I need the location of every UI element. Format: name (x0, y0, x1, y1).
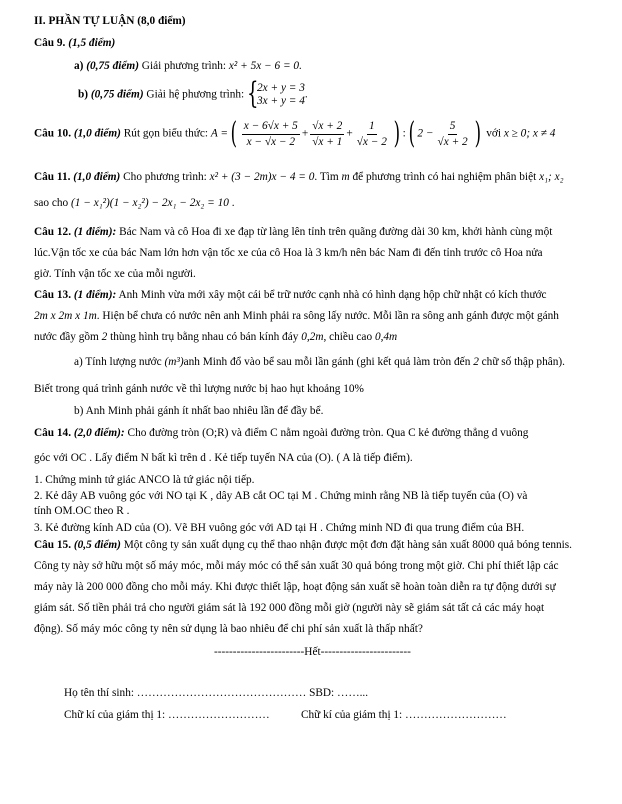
q13-a-text2: anh Minh đổ vào bể sau mỗi lần gánh (ghi kết quả làm tròn đến (183, 356, 471, 368)
q15-text-1: Một công ty sản xuất dụng cụ thể thao nhận được một đơn đặt hàng sản xuất 8000 quả bóng tennis. (123, 539, 572, 551)
q9-b-end: . (304, 88, 308, 101)
q12-line1 (34, 225, 600, 239)
q10-f2-denominator: √x + 1 (312, 135, 343, 148)
q12-line2: lúc.Vận tốc xe của bác Nam lớn hơn vận tốc xe của cô Hoa là 3 km/h nên bác Nam đi đến tỉnh trước cô Hoa nửa (34, 247, 543, 259)
q9-b-points: (0,75 điểm) (90, 88, 144, 101)
q14-intro1: Cho đường tròn (O;R) và điểm C nằm ngoài đường tròn. Qua C kẻ đường thẳng d vuông (127, 427, 529, 439)
q13-text-3b: thùng hình trụ bằng nhau có bán kính đáy (110, 331, 299, 343)
q13-text-2: . Hiện bể chưa có nước nên anh Minh phải ra sông lấy nước. Mỗi lần ra sông anh gánh được một gánh (96, 310, 559, 322)
q13-line2 (34, 309, 559, 323)
q14-part2-line1: 2. Kẻ dây AB vuông góc với NO tại K , dây AB cắt OC tại M . Chứng minh rằng NB là tiếp tuyến của (O) và (34, 490, 528, 502)
end-mark: ------------------------Hết------------------------ (214, 646, 411, 658)
q13-a-digits: 2 (473, 356, 479, 368)
q9-system-eq2: 3x + y = 4 (257, 95, 305, 107)
q10-points: (1,0 điểm) (73, 127, 121, 140)
q10-fraction-1 (242, 120, 300, 149)
q13-line1 (34, 288, 547, 302)
q10-f4-numerator: 5 (448, 120, 458, 135)
paren-open-icon: ( (408, 116, 415, 151)
q14-part3: 3. Kẻ đường kính AD của (O). Vẽ BH vuông góc với AD tại H . Chứng minh ND đi qua trung điểm của BH. (34, 522, 525, 534)
q11-m: m (341, 171, 350, 183)
q11-text1: Cho phương trình: (123, 171, 207, 183)
q9-b-label: b) (78, 88, 89, 101)
paren-close-icon: ) (393, 116, 400, 151)
q14-part2-line2: tính OM.OC theo R . (34, 505, 130, 517)
q11-roots: x₁; x₂ (539, 171, 564, 183)
q9-label: Câu 9. (34, 37, 66, 49)
q15-line4: giám sát. Số tiền phải trả cho người giám sát là 192 000 đồng mỗi giờ (người này sẽ giám sát tất cả các máy hoạt (34, 602, 545, 614)
q14-label: Câu 14. (34, 427, 72, 439)
q10-text: Rút gọn biểu thức: (123, 127, 209, 140)
q13-a-unit: (m³) (164, 356, 184, 368)
q10-f1-denominator: x − √x − 2 (246, 135, 295, 148)
q10-f1-numerator: x − 6√x + 5 (242, 120, 300, 135)
q11-line2-end: . (231, 197, 235, 209)
q13-dimensions: 2m x 2m x 1m (34, 310, 97, 322)
candidate-name-sbd: Họ tên thí sinh: ……………………………………… SBD: ……... (64, 687, 369, 699)
q10-fraction-3 (355, 120, 389, 149)
q15-line2: Công ty này sở hữu một số máy móc, mỗi máy móc có thể sản xuất 30 quả bóng trong một giờ. Chi phí thiết lập các (34, 560, 559, 572)
q9-b-text: Giải hệ phương trình: (146, 88, 245, 101)
q9-a-equation: x² + 5x − 6 = 0. (228, 60, 302, 72)
q13-label: Câu 13. (34, 289, 72, 301)
q11-line2-text: sao cho (34, 197, 69, 209)
q12-text-1: Bác Nam và cô Hoa đi xe đạp từ làng lên tỉnh trên quãng đường dài 30 km, khởi hành cùng một (119, 226, 553, 238)
q13-text-3a: nước đầy gồm (34, 331, 99, 343)
q10-a-eq: A = (210, 127, 229, 140)
q10-f3-numerator: 1 (367, 120, 377, 135)
q10-f3-denominator: √x − 2 (356, 135, 387, 148)
q9-a-text: Giải phương trình: (141, 60, 227, 72)
q12-label: Câu 12. (34, 226, 72, 238)
q12-points: (1 điểm): (73, 226, 117, 238)
q10-f2-numerator: √x + 2 (310, 120, 344, 135)
q12-line3: giờ. Tính vận tốc xe của mỗi người. (34, 268, 196, 280)
q10-fraction-2 (310, 120, 344, 149)
paren-open-icon: ( (230, 116, 238, 151)
q13-radius: 0,2m (301, 331, 324, 343)
q13-text-3c: , chiều cao (323, 331, 373, 343)
q15-line5: động). Số máy móc công ty nên sử dụng là bao nhiêu để chi phí sản xuất là thấp nhất? (34, 623, 423, 635)
q13-line3 (34, 330, 397, 344)
q11-line2 (34, 196, 235, 210)
q9-header (34, 36, 115, 50)
q11-line1 (34, 170, 564, 184)
q13-text-1: Anh Minh vừa mới xây một cái bể trữ nước cạnh nhà có hình dạng hộp chữ nhật có kích thước (118, 289, 547, 301)
q15-line3: máy này là 200 000 đồng cho mỗi máy. Khi được thiết lập, hoạt động sản xuất sẽ hoàn toàn diễn ra tự động dưới sự (34, 581, 556, 593)
q13-height: 0,4m (374, 331, 398, 343)
q13-a-text3: chữ số thập phân). (481, 356, 565, 368)
q10-fraction-4 (436, 120, 470, 149)
section-title: II. PHẦN TỰ LUẬN (8,0 điểm) (34, 15, 186, 27)
q10: Câu 10. (1,0 điểm) Rút gọn biểu thức: A =( $\frac{x - 6√x + 5}{x - √x - 2}$ + $\frac{√x + 2}{√x + 1}$ + $\frac{1}{√x - 2}$ ) :( 2 − $\frac{5}{√x + 2}$ ) với x ≥ 0; x ≠ 4 (34, 116, 556, 151)
q14-part1: 1. Chứng minh tứ giác ANCO là tứ giác nội tiếp. (34, 474, 255, 486)
q13-note: Biết trong quá trình gánh nước về thì lượng nước bị hao hụt khoảng 10% (34, 383, 364, 395)
q11-text2: . Tìm (314, 171, 339, 183)
q15-points: (0,5 điểm) (73, 539, 121, 551)
q10-label: Câu 10. (34, 127, 72, 140)
q10-tail-start: 2 − (417, 127, 434, 140)
q13-points: (1 điểm): (73, 289, 117, 301)
proctor-signature-2: Chữ kí của giám thị 1: ……………………… (301, 709, 507, 721)
q10-condition: x ≥ 0; x ≠ 4 (503, 127, 556, 140)
q13-b: b) Anh Minh phải gánh ít nhất bao nhiêu lần để đầy bể. (74, 405, 324, 417)
q9-system (247, 76, 305, 111)
q15-line1 (34, 538, 572, 552)
brace-icon: { (247, 76, 259, 111)
q11-label: Câu 11. (34, 171, 71, 183)
q14-line1 (34, 426, 528, 440)
q9-a-points: (0,75 điểm) (86, 60, 139, 72)
q9-points: (1,5 điểm) (68, 37, 116, 49)
q13-bucket-count: 2 (101, 331, 108, 343)
q15-label: Câu 15. (34, 539, 72, 551)
q13-a-text1: a) Tính lượng nước (74, 356, 162, 368)
q11-condition-eq: (1 − x₁²)(1 − x₂²) − 2x₁ − 2x₂ = 10 (71, 197, 229, 209)
q11-text3: để phương trình có hai nghiệm phân biệt (352, 171, 537, 183)
q13-a (74, 355, 565, 369)
q10-condition-word: với (486, 127, 501, 140)
q9-a-label: a) (74, 60, 84, 72)
q9-system-eq1: 2x + y = 3 (257, 82, 305, 94)
paren-close-icon: ) (474, 116, 481, 151)
q11-equation: x² + (3 − 2m)x − 4 = 0 (209, 171, 315, 183)
proctor-signature-1: Chữ kí của giám thị 1: ……………………… (64, 709, 270, 721)
q11-points: (1,0 điểm) (73, 171, 121, 183)
q10-f4-denominator: √x + 2 (437, 135, 468, 148)
q14-points: (2,0 điểm): (73, 427, 125, 439)
q14-line2: góc với OC . Lấy điểm N bất kì trên d . Kẻ tiếp tuyến NA của (O). ( A là tiếp điểm). (34, 452, 413, 464)
q9-a (74, 59, 302, 73)
q9-b (78, 76, 308, 111)
